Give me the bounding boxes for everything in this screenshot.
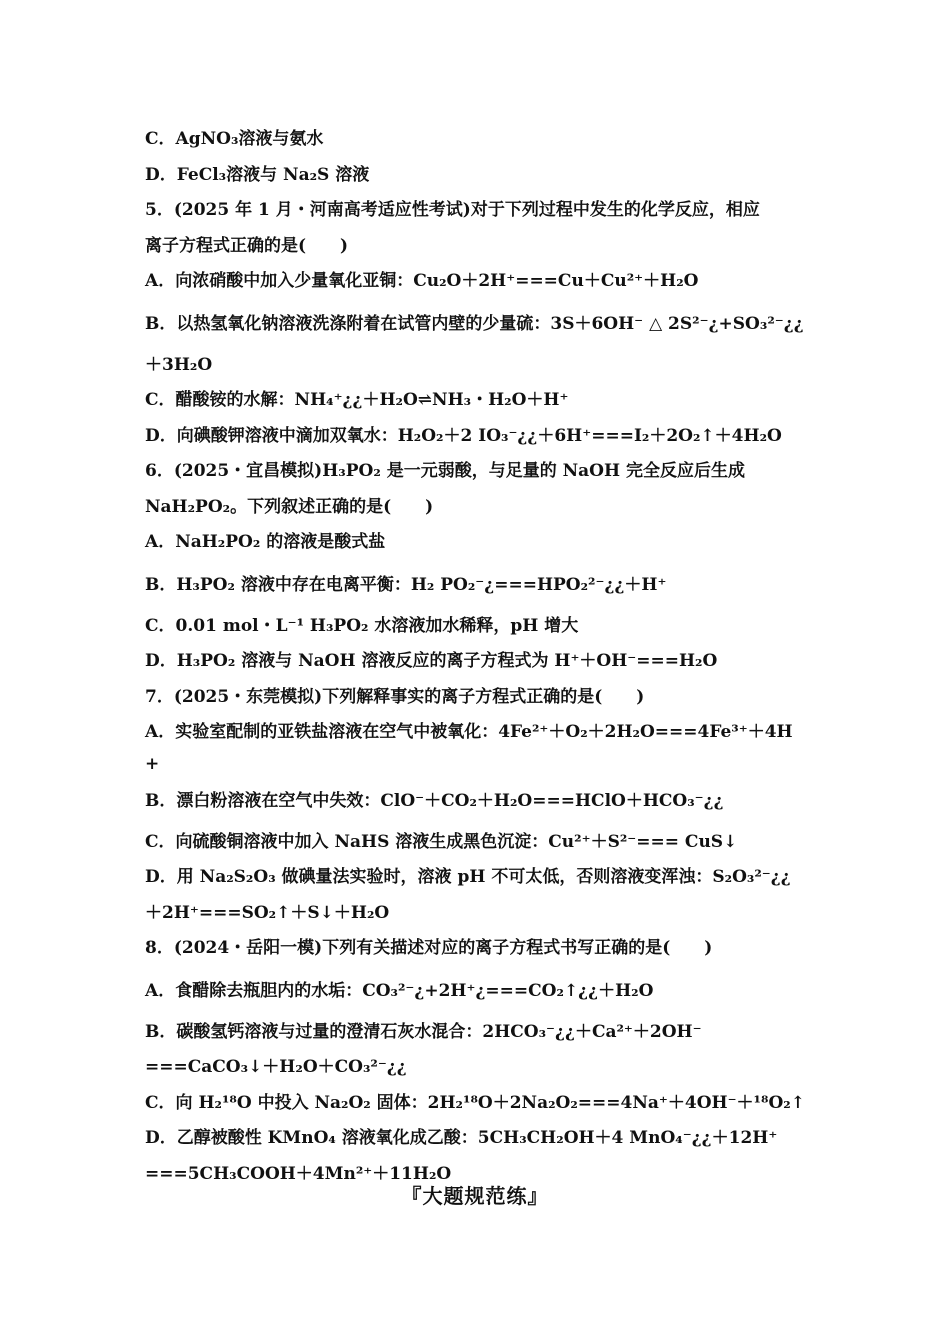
question-5-stem: 5．(2025 年 1 月・河南高考适应性考试)对于下列过程中发生的化学反应，相应 [145, 200, 760, 220]
option-6d: D．H₃PO₂ 溶液与 NaOH 溶液反应的离子方程式为 H⁺＋OH⁻===H₂O [145, 651, 718, 671]
option-6b: B．H₃PO₂ 溶液中存在电离平衡：H₂ PO₂⁻¿===HPO₂²⁻¿¿＋H⁺ [145, 574, 667, 595]
option-7b: B．漂白粉溶液在空气中失效：ClO⁻＋CO₂＋H₂O===HClO＋HCO₃⁻¿¿ [145, 790, 724, 811]
option-8d: D．乙醇被酸性 KMnO₄ 溶液氧化成乙酸：5CH₃CH₂OH＋4 MnO₄⁻¿¿＋12H⁺ [145, 1128, 778, 1148]
option-7a: A．实验室配制的亚铁盐溶液在空气中被氧化：4Fe²⁺＋O₂＋2H₂O===4Fe³⁺＋4H [145, 722, 793, 742]
section-footer-label: 『大题规范练』 [401, 1184, 549, 1208]
question-8-stem: 8．(2024・岳阳一模)下列有关描述对应的离子方程式书写正确的是( ) [145, 938, 713, 958]
option-5d: D．向碘酸钾溶液中滴加双氧水：H₂O₂＋2 IO₃⁻¿¿＋6H⁺===I₂＋2O₂↑＋4H₂O [145, 425, 782, 446]
question-7-stem: 7．(2025・东莞模拟)下列解释事实的离子方程式正确的是( ) [145, 686, 645, 707]
option-8c: C．向 H₂¹⁸O 中投入 Na₂O₂ 固体：2H₂¹⁸O＋2Na₂O₂===4Na⁺＋4OH⁻＋¹⁸O₂↑ [145, 1092, 805, 1113]
option-6c: C．0.01 mol・L⁻¹ H₃PO₂ 水溶液加水稀释，pH 增大 [145, 615, 579, 636]
option-7c: C．向硫酸铜溶液中加入 NaHS 溶液生成黑色沉淀：Cu²⁺＋S²⁻=== CuS↓ [145, 831, 738, 852]
option-5c: C．醋酸铵的水解：NH₄⁺¿¿＋H₂O⇌NH₃・H₂O＋H⁺ [145, 390, 569, 410]
option-8b: B．碳酸氢钙溶液与过量的澄清石灰水混合：2HCO₃⁻¿¿＋Ca²⁺＋2OH⁻ [145, 1021, 702, 1042]
section-footer [0, 1180, 950, 1209]
option-7d: D．用 Na₂S₂O₃ 做碘量法实验时，溶液 pH 不可太低，否则溶液变浑浊：S₂O₃²⁻¿¿ [145, 867, 791, 887]
question-6-stem: 6．(2025・宜昌模拟)H₃PO₂ 是一元弱酸，与足量的 NaOH 完全反应后生成 [145, 461, 745, 481]
question-5-stem-cont: 离子方程式正确的是( ) [145, 235, 349, 256]
option-5b: B．以热氢氧化钠溶液洗涤附着在试管内壁的少量硫：3S＋6OH⁻ △ 2S²⁻¿+SO₃²⁻¿¿ [145, 313, 804, 334]
option-4d: D．FeCl₃溶液与 Na₂S 溶液 [145, 164, 370, 185]
option-6a: A．NaH₂PO₂ 的溶液是酸式盐 [145, 532, 386, 552]
option-4c: C．AgNO₃溶液与氨水 [145, 129, 324, 149]
option-5b-cont: ＋3H₂O [145, 354, 213, 375]
option-8d-cont: ===5CH₃COOH＋4Mn²⁺＋11H₂O [145, 1163, 452, 1184]
option-8a: A．食醋除去瓶胆内的水垢：CO₃²⁻¿+2H⁺¿===CO₂↑¿¿＋H₂O [145, 980, 654, 1001]
document-body [145, 122, 810, 1192]
question-6-stem-cont: NaH₂PO₂。下列叙述正确的是( ) [145, 496, 434, 517]
option-7d-cont: ＋2H⁺===SO₂↑＋S↓＋H₂O [145, 902, 390, 923]
option-8b-cont: ===CaCO₃↓＋H₂O＋CO₃²⁻¿¿ [145, 1057, 407, 1077]
option-5a: A．向浓硝酸中加入少量氧化亚铜：Cu₂O＋2H⁺===Cu＋Cu²⁺＋H₂O [145, 271, 699, 291]
option-7a-cont: + [145, 753, 160, 774]
